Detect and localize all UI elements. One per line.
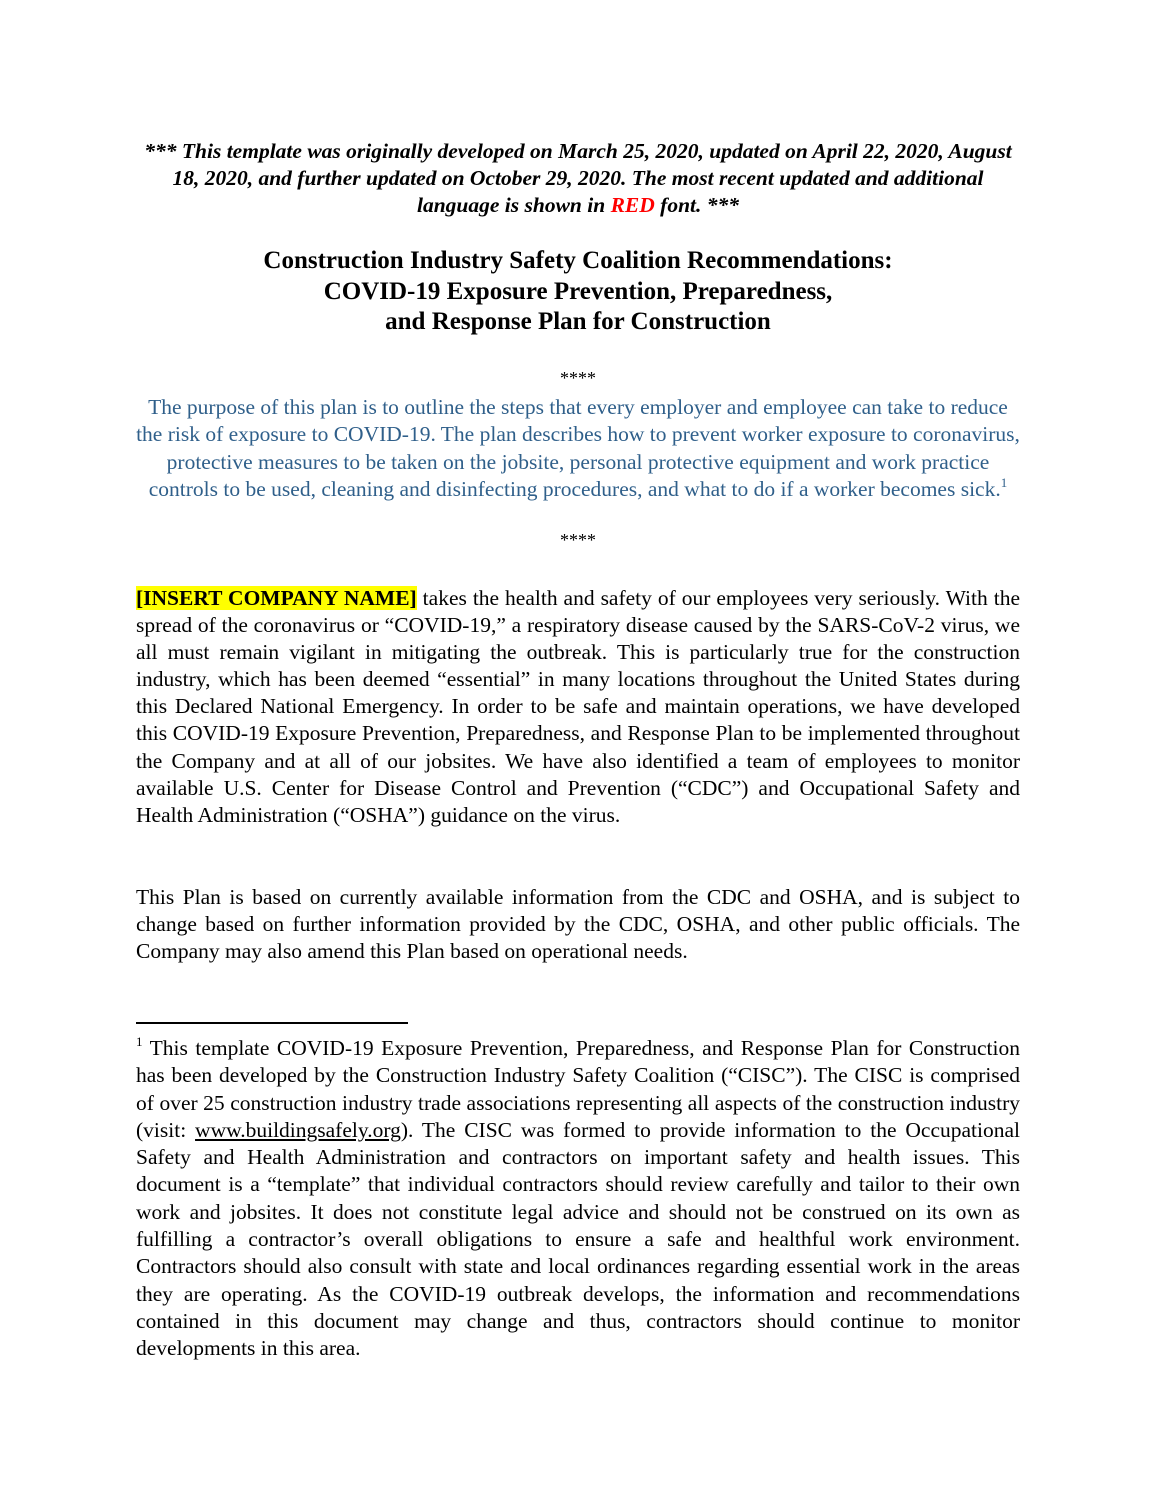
title-line-1: Construction Industry Safety Coalition Recommendations: (263, 247, 893, 274)
title-line-3: and Response Plan for Construction (385, 308, 771, 335)
footnote-text-end: ). The CISC was formed to provide information to the Occupational Safety and Health Administration and contractors on important safety and health issues. This document is a “template” that individual contractors should review carefully and tailor to their own work and jobsites. It does not constitute legal advice and should not be construed on its own as fulfilling a contractor’s overall obligations to ensure a safe and healthful work environment. Contractors should also consult with state and local ordinances regarding essential work in the areas they are operating. As the COVID-19 outbreak develops, the information and recommendations contained in this document may change and thus, contractors should continue to monitor developments in this area. (136, 1117, 1020, 1361)
separator-bottom: **** (560, 530, 596, 550)
intro-paragraph (136, 585, 1020, 829)
company-name-placeholder: [INSERT COMPANY NAME] (136, 586, 417, 610)
footnote-number: 1 (136, 1034, 143, 1049)
purpose-text: The purpose of this plan is to outline the steps that every employer and employee can take to reduce the risk of exposure to COVID-19. The plan describes how to prevent worker exposure to coronavirus, protective measures to be taken on the jobsite, personal protective equipment and work practice controls to be used, cleaning and disinfecting procedures, and what to do if a worker becomes sick. (136, 395, 1020, 501)
footnote (136, 1035, 1020, 1363)
title-line-2: COVID-19 Exposure Prevention, Preparedness, (323, 277, 833, 305)
buildingsafely-link[interactable]: www.buildingsafely.org (195, 1117, 401, 1142)
plan-basis-text: This Plan is based on currently available information from the CDC and OSHA, and is subject to change based on further information provided by the CDC, OSHA, and other public officials. The Company may also amend this Plan based on operational needs. (136, 885, 1020, 964)
notice-red-word: RED (610, 193, 655, 217)
document-title (136, 246, 1020, 338)
purpose-statement (136, 394, 1020, 503)
intro-paragraph-text: takes the health and safety of our employees very seriously. With the spread of the coronavirus or “COVID-19,” a respiratory disease caused by the SARS-CoV-2 virus, we all must remain vigilant in mitigating the outbreak. This is particularly true for the construction industry, which has been deemed “essential” in many locations throughout the United States during this Declared National Emergency. In order to be safe and maintain operations, we have developed this COVID-19 Exposure Prevention, Preparedness, and Response Plan to be implemented throughout the Company and at all of our jobsites. We have also identified a team of employees to monitor available U.S. Center for Disease Control and Prevention (“CDC”) and Occupational Safety and Health Administration (“OSHA”) guidance on the virus. (136, 586, 1020, 827)
notice-text: *** This template was originally developed on March 25, 2020, updated on April 22, 2020, August 18, 2020, and further updated on October 29, 2020. The most recent updated and additional language is shown in (144, 139, 1012, 217)
plan-basis-paragraph (136, 884, 1020, 965)
footnote-reference[interactable]: 1 (1000, 474, 1008, 490)
footnote-divider (136, 1022, 408, 1024)
template-notice (136, 138, 1020, 219)
notice-text-end: font. *** (654, 193, 739, 217)
separator-top: **** (560, 368, 596, 388)
footnote-text: This template COVID-19 Exposure Prevention, Preparedness, and Response Plan for Construction has been developed by the Construction Industry Safety Coalition (“CISC”). The CISC is comprised of over 25 construction industry trade associations representing all aspects of the construction industry (visit: (136, 1036, 1020, 1142)
